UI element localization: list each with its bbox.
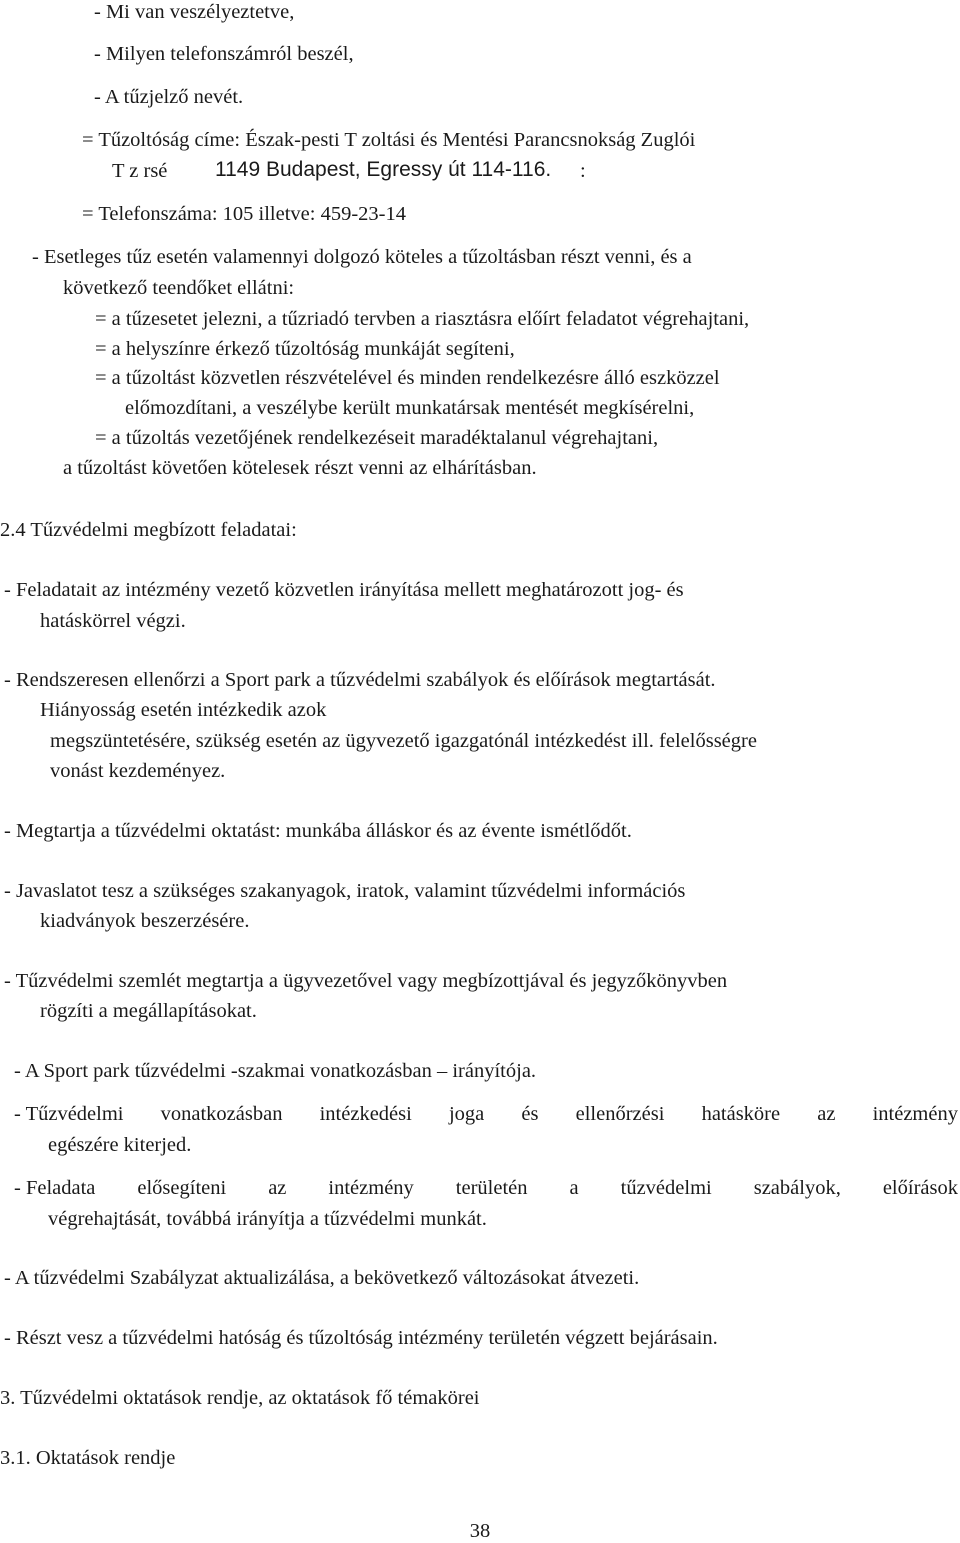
task-item-justified — [14, 1176, 958, 1200]
word: - Feladata — [14, 1177, 96, 1199]
word: szabályok, — [753, 1177, 841, 1199]
section-heading-3-1: 3.1. Oktatások rendje — [0, 1447, 176, 1469]
fire-duty-item: = a helyszínre érkező tűzoltóság munkáját segíteni, — [95, 338, 515, 360]
task-item: - A tűzvédelmi Szabályzat aktualizálása, a bekövetkező változásokat átvezeti. — [4, 1267, 640, 1289]
word: hatásköre — [701, 1103, 781, 1125]
section-heading-2-4: 2.4 Tűzvédelmi megbízott feladatai: — [0, 519, 297, 541]
task-item-cont: egészére kiterjed. — [48, 1134, 192, 1156]
task-item-cont: rögzíti a megállapításokat. — [40, 1000, 257, 1022]
task-item-cont: Hiányosság esetén intézkedik azok — [40, 699, 327, 721]
task-item-cont: végrehajtását, továbbá irányítja a tűzvédelmi munkát. — [48, 1208, 487, 1230]
word: intézmény — [328, 1177, 414, 1199]
task-item-cont: hatáskörrel végzi. — [40, 610, 186, 632]
fire-duty-item-cont: előmozdítani, a veszélybe került munkatársak mentését megkísérelni, — [125, 397, 695, 419]
word: tűzvédelmi — [620, 1177, 712, 1199]
fire-duty-intro-cont: következő teendőket ellátni: — [63, 277, 295, 299]
fire-duty-item: = a tűzoltást közvetlen részvételével és minden rendelkezésre álló eszközzel — [95, 367, 720, 389]
task-item: - Részt vesz a tűzvédelmi hatóság és tűzoltóság intézmény területén végzett bejárásain. — [4, 1327, 718, 1349]
fire-duty-intro: - Esetleges tűz esetén valamennyi dolgozó köteles a tűzoltásban részt venni, és a — [32, 246, 692, 268]
task-item: - Javaslatot tesz a szükséges szakanyagok, iratok, valamint tűzvédelmi információs — [4, 880, 686, 902]
task-item: - Tűzvédelmi szemlét megtartja a ügyvezetővel vagy megbízottjával és jegyzőkönyvben — [4, 970, 728, 992]
word: intézkedési — [319, 1103, 412, 1125]
fire-duty-item: = a tűzesetet jelezni, a tűzriadó tervben a riasztásra előírt feladatot végrehajtani, — [95, 308, 750, 330]
task-item: - Rendszeresen ellenőrzi a Sport park a tűzvédelmi szabályok és előírások megtartását. — [4, 669, 716, 691]
word: intézmény — [872, 1103, 958, 1125]
fire-station-address-overlay: 1149 Budapest, Egressy út 114-116. — [215, 158, 552, 181]
fire-duty-item: = a tűzoltás vezetőjének rendelkezéseit maradéktalanul végrehajtani, — [95, 427, 659, 449]
section-heading-3: 3. Tűzvédelmi oktatások rendje, az oktatások fő témakörei — [0, 1387, 480, 1409]
list-item-endangered: - Mi van veszélyeztetve, — [94, 1, 295, 23]
word: az — [817, 1103, 836, 1125]
fire-station-phone: = Telefonszáma: 105 illetve: 459-23-14 — [82, 203, 406, 225]
list-item-alarm-name: - A tűzjelző nevét. — [94, 86, 244, 108]
word: - Tűzvédelmi — [14, 1103, 124, 1125]
word: ellenőrzési — [575, 1103, 665, 1125]
task-item-justified — [14, 1102, 958, 1126]
word: előírások — [882, 1177, 958, 1199]
word: elősegíteni — [137, 1177, 227, 1199]
task-item-cont: vonást kezdeményez. — [50, 760, 226, 782]
fire-station-address-line-2 — [112, 159, 167, 183]
address-line-2-prefix: T z rsé — [112, 160, 168, 182]
task-item: - A Sport park tűzvédelmi -szakmai vonatkozásban – irányítója. — [14, 1060, 537, 1082]
task-item: - Megtartja a tűzvédelmi oktatást: munkába álláskor és az évente ismétlődőt. — [4, 820, 632, 842]
word: és — [521, 1103, 539, 1125]
word: területén — [455, 1177, 528, 1199]
word: a — [569, 1177, 579, 1199]
address-line-2-suffix: : — [580, 160, 586, 182]
fire-duty-after: a tűzoltást követően kötelesek részt venni az elhárításban. — [63, 457, 537, 479]
task-item: - Feladatait az intézmény vezető közvetlen irányítása mellett meghatározott jog- és — [4, 579, 684, 601]
task-item-cont: megszüntetésére, szükség esetén az ügyvezető igazgatónál intézkedést ill. felelősségre — [50, 730, 757, 752]
word: az — [268, 1177, 287, 1199]
word: vonatkozásban — [160, 1103, 283, 1125]
page-number: 38 — [469, 1520, 491, 1542]
list-item-phone-number: - Milyen telefonszámról beszél, — [94, 43, 354, 65]
fire-station-address-line: = Tűzoltóság címe: Észak-pesti T zoltási és Mentési Parancsnokság Zuglói — [82, 129, 696, 151]
word: joga — [448, 1103, 485, 1125]
task-item-cont: kiadványok beszerzésére. — [40, 910, 250, 932]
